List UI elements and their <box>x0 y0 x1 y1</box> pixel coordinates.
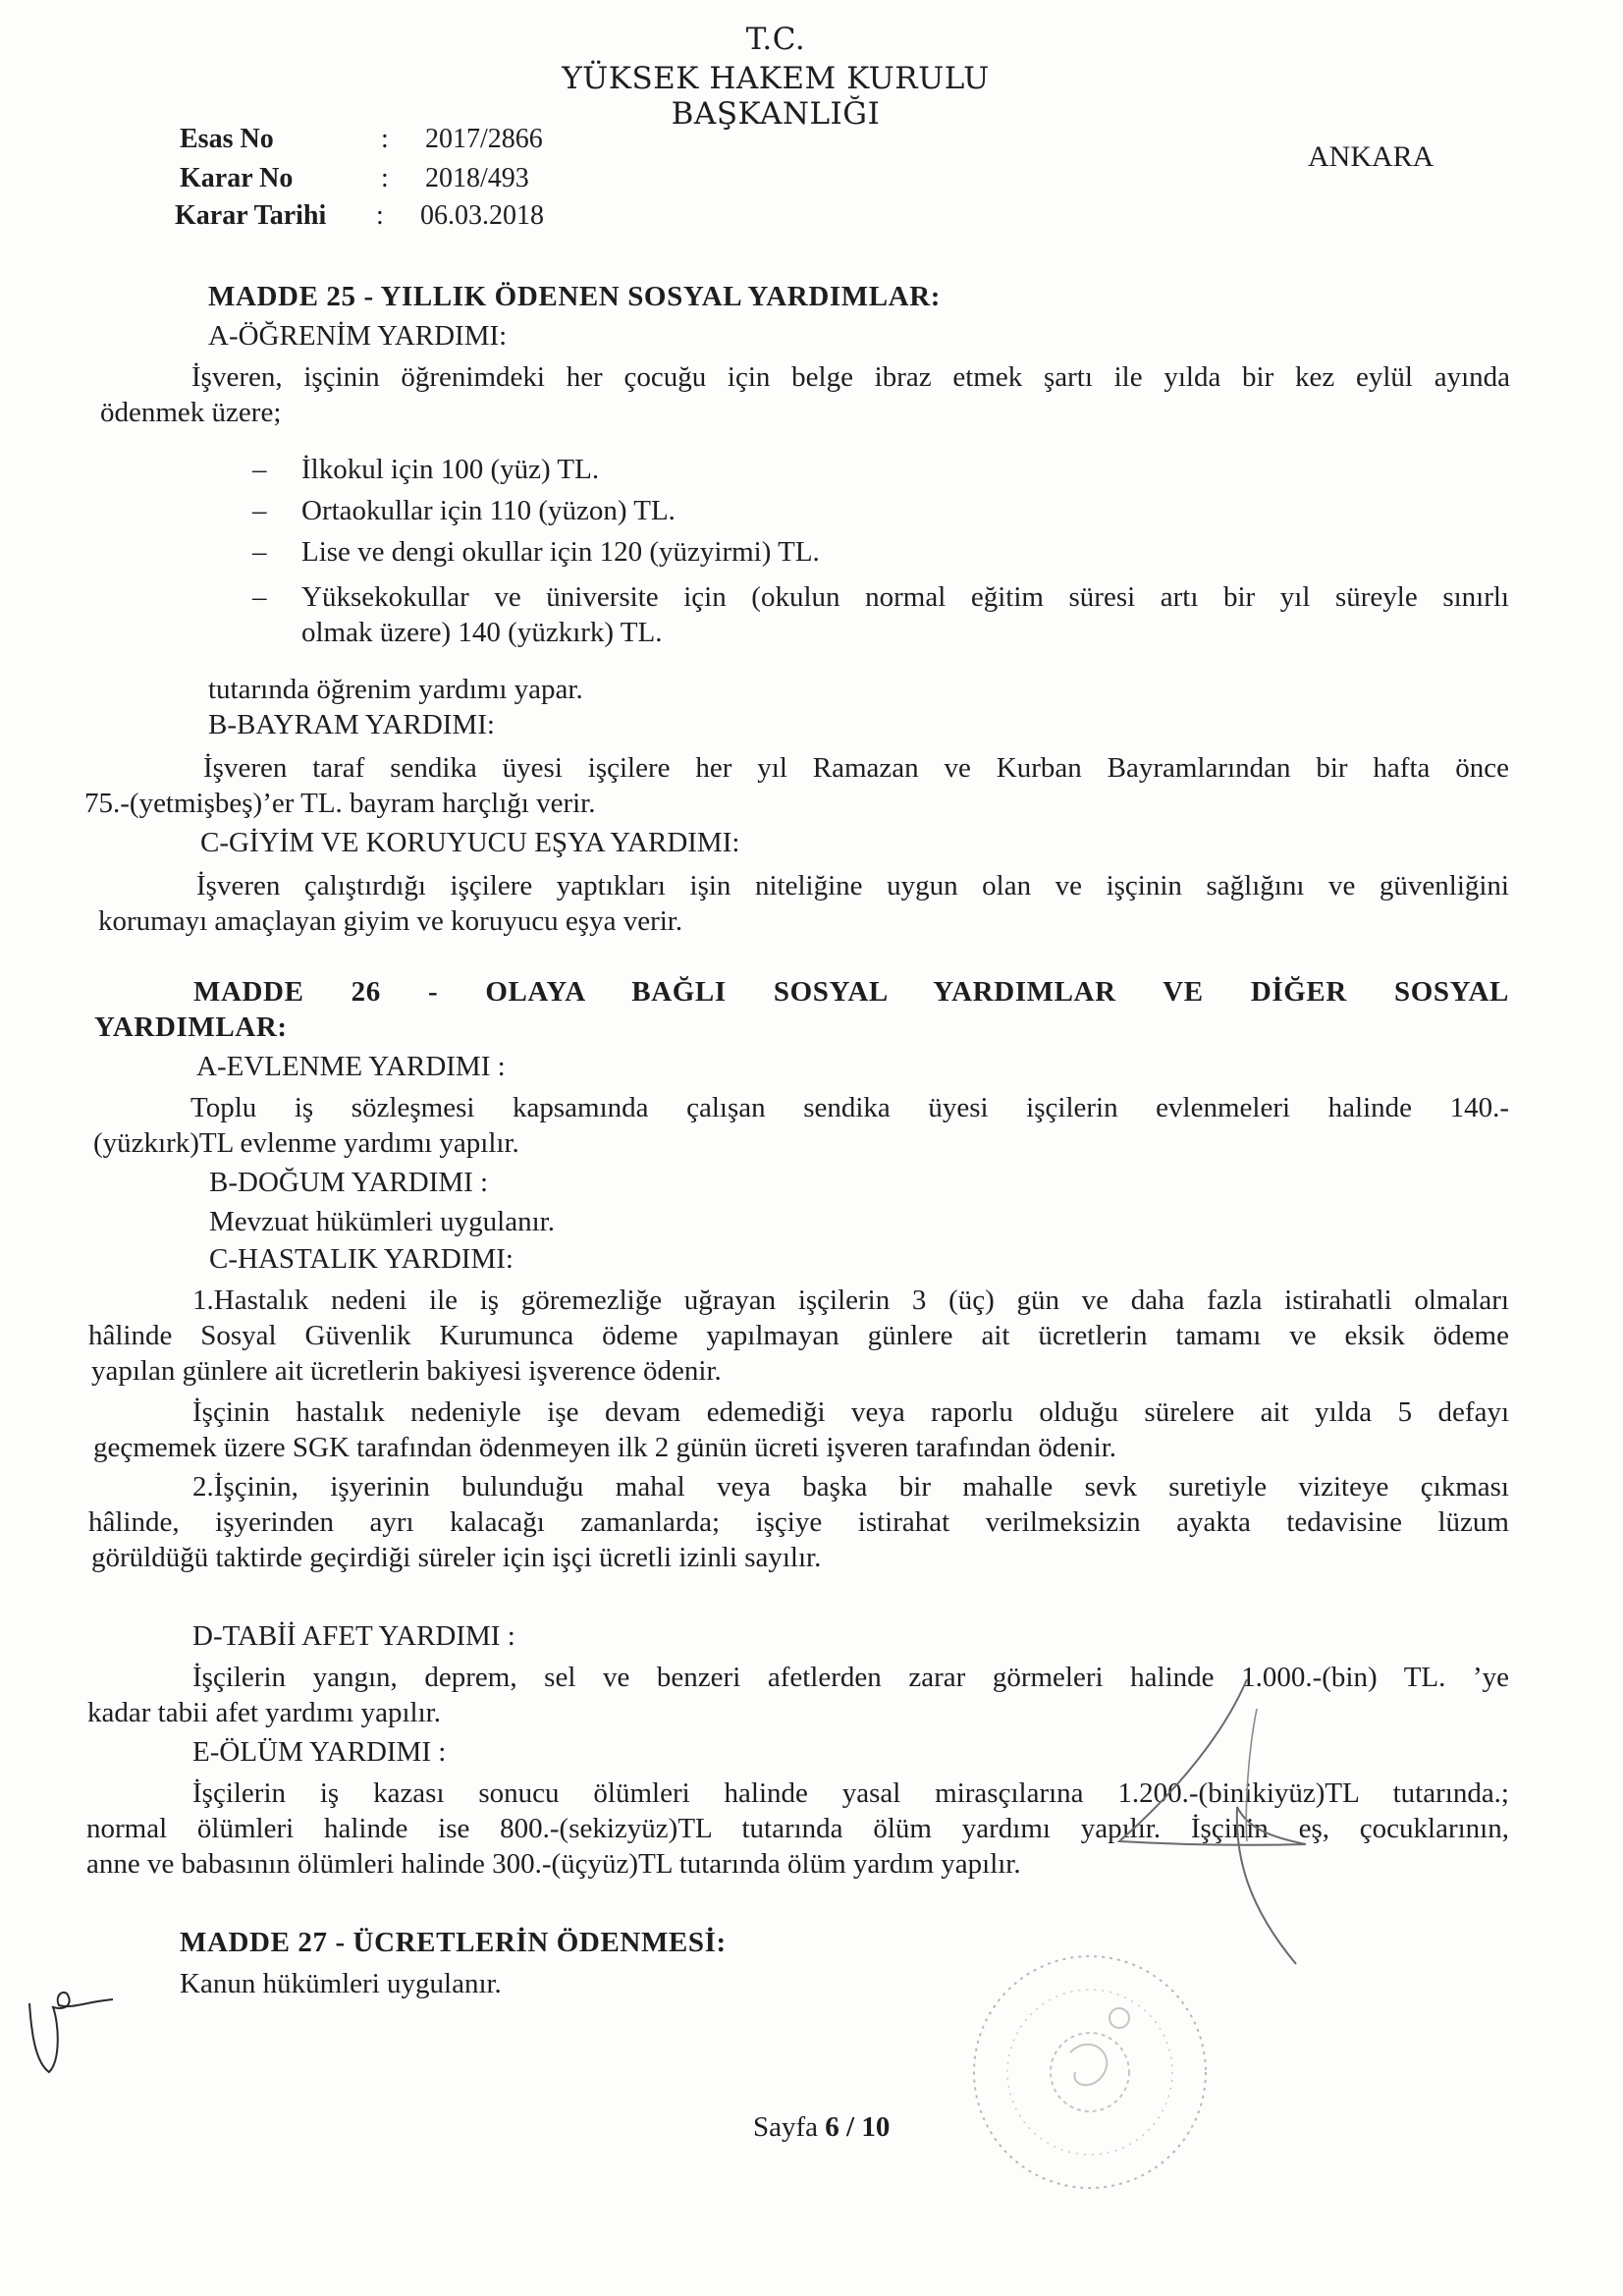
header-presidency: BAŞKANLIĞI <box>671 96 881 132</box>
paragraph-line: tutarında öğrenim yardımı yapar. <box>208 674 583 705</box>
header-tc: T.C. <box>745 22 806 57</box>
paragraph-line: hâlinde, işyerinden ayrı kalacağı zamanlarda; işçiye istirahat verilmeksizin ayakta tedavisine lüzum <box>88 1506 1509 1538</box>
paragraph-line: Mevzuat hükümleri uygulanır. <box>209 1206 555 1237</box>
meta-tarih <box>175 200 587 240</box>
handwritten-initial-signature <box>10 1964 128 2082</box>
page-label: Sayfa <box>753 2111 819 2143</box>
meta-karar <box>180 163 592 202</box>
paragraph-line: görüldüğü taktirde geçirdiği süreler için işçi ücretli izinli sayılır. <box>91 1542 822 1573</box>
section-b-title: B-BAYRAM YARDIMI: <box>208 709 495 740</box>
paragraph-line: anne ve babasının ölümleri halinde 300.-(üçyüz)TL tutarında ölüm yardım yapılır. <box>86 1848 1021 1880</box>
list-item-continuation: olmak üzere) 140 (yüzkırk) TL. <box>301 617 663 648</box>
list-item <box>252 579 1509 619</box>
paragraph-line: 75.-(yetmişbeş)’er TL. bayram harçlığı verir. <box>84 788 596 819</box>
meta-colon: : <box>376 200 384 231</box>
paragraph-line: yapılan günlere ait ücretlerin bakiyesi işverence ödenir. <box>91 1355 722 1387</box>
bullet-dash: – <box>252 454 267 485</box>
section-a-title: A-EVLENME YARDIMI : <box>196 1051 506 1082</box>
paragraph-line: Toplu iş sözleşmesi kapsamında çalışan sendika üyesi işçilerin evlenmeleri halinde 140.- <box>190 1092 1509 1123</box>
bullet-dash: – <box>252 536 267 568</box>
list-item-text: Lise ve dengi okullar için 120 (yüzyirmi) TL. <box>301 536 820 568</box>
bullet-dash: – <box>252 581 267 613</box>
paragraph-line: İşçinin hastalık nedeniyle işe devam edemediği veya raporlu olduğu sürelere ait yılda 5 defayı <box>192 1396 1509 1428</box>
meta-value: 2018/493 <box>425 163 529 193</box>
meta-value: 06.03.2018 <box>420 200 544 231</box>
meta-value: 2017/2866 <box>425 124 543 154</box>
section-c-title: C-GİYİM VE KORUYUCU EŞYA YARDIMI: <box>200 827 740 858</box>
bullet-dash: – <box>252 495 267 526</box>
paragraph-line: İşveren, işçinin öğrenimdeki her çocuğu için belge ibraz etmek şartı ile yılda bir kez eylül ayında <box>191 361 1510 393</box>
header-city: ANKARA <box>1308 140 1434 173</box>
meta-key: Karar Tarihi <box>175 200 327 231</box>
paragraph-line: hâlinde Sosyal Güvenlik Kurumunca ödeme yapılmayan günlere ait ücretlerin tamamı ve eksik ödeme <box>88 1320 1509 1351</box>
meta-key: Esas No <box>180 124 274 154</box>
meta-colon: : <box>381 163 389 193</box>
paragraph-line: İşçilerin yangın, deprem, sel ve benzeri afetlerden zarar görmeleri halinde 1.000.-(bin) TL. ’ye <box>192 1662 1509 1693</box>
paragraph-line: korumayı amaçlayan giyim ve koruyucu eşya verir. <box>98 905 683 937</box>
paragraph-line: kadar tabii afet yardımı yapılır. <box>87 1697 441 1728</box>
section-c-title: C-HASTALIK YARDIMI: <box>209 1243 514 1275</box>
paragraph-line: 2.İşçinin, işyerinin bulunduğu mahal veya başka bir mahalle sevk suretiyle viziteye çıkması <box>192 1471 1509 1503</box>
page-number <box>753 2111 890 2144</box>
list-item <box>252 534 1509 574</box>
paragraph-line: 1.Hastalık nedeni ile iş göremezliğe uğrayan işçilerin 3 (üç) gün ve daha fazla istirahatli olmaları <box>192 1285 1509 1316</box>
section-d-title: D-TABİİ AFET YARDIMI : <box>192 1620 515 1652</box>
article-26-title: MADDE 26 - OLAYA BAĞLI SOSYAL YARDIMLAR VE DİĞER SOSYAL <box>193 976 1509 1008</box>
list-item <box>252 493 1509 532</box>
paragraph-line: İşveren çalıştırdığı işçilere yaptıkları işin niteliğine uygun olan ve işçinin sağlığını ve güvenliğini <box>196 870 1509 902</box>
list-item <box>252 452 1509 491</box>
list-item-text: İlkokul için 100 (yüz) TL. <box>301 454 600 485</box>
list-item-text: Yüksekokullar ve üniversite için (okulun normal eğitim süresi artı bir yıl süreyle sınırlı <box>301 581 1509 613</box>
paragraph-line: (yüzkırk)TL evlenme yardımı yapılır. <box>93 1127 519 1159</box>
page-count: 6 / 10 <box>825 2111 891 2143</box>
official-seal-stamp <box>943 1925 1237 2219</box>
article-27-title: MADDE 27 - ÜCRETLERİN ÖDENMESİ: <box>180 1927 727 1958</box>
paragraph-line: İşveren taraf sendika üyesi işçilere her yıl Ramazan ve Kurban Bayramlarından bir hafta önce <box>203 752 1509 784</box>
meta-key: Karar No <box>180 163 294 193</box>
paragraph-line: İşçilerin iş kazası sonucu ölümleri halinde yasal mirasçılarına 1.200.-(binikiyüz)TL tutarında.; <box>192 1777 1509 1809</box>
section-a-title: A-ÖĞRENİM YARDIMI: <box>208 320 508 352</box>
article-25-title: MADDE 25 - YILLIK ÖDENEN SOSYAL YARDIMLAR: <box>208 281 942 312</box>
header-institution: YÜKSEK HAKEM KURULU <box>562 61 990 96</box>
paragraph-line: normal ölümleri halinde ise 800.-(sekizyüz)TL tutarında ölüm yardımı yapılır. İşçinin eş, çocuklarının, <box>86 1813 1509 1844</box>
paragraph-line: Kanun hükümleri uygulanır. <box>180 1968 502 1999</box>
paragraph-line: geçmemek üzere SGK tarafından ödenmeyen ilk 2 günün ücreti işveren tarafından ödenir. <box>93 1432 1117 1463</box>
meta-esas <box>180 124 592 163</box>
list-item-text: Ortaokullar için 110 (yüzon) TL. <box>301 495 676 526</box>
paragraph-line: ödenmek üzere; <box>100 397 282 428</box>
meta-colon: : <box>381 124 389 154</box>
section-e-title: E-ÖLÜM YARDIMI : <box>192 1736 447 1768</box>
section-b-title: B-DOĞUM YARDIMI : <box>209 1167 489 1198</box>
article-26-title-cont: YARDIMLAR: <box>94 1011 288 1043</box>
